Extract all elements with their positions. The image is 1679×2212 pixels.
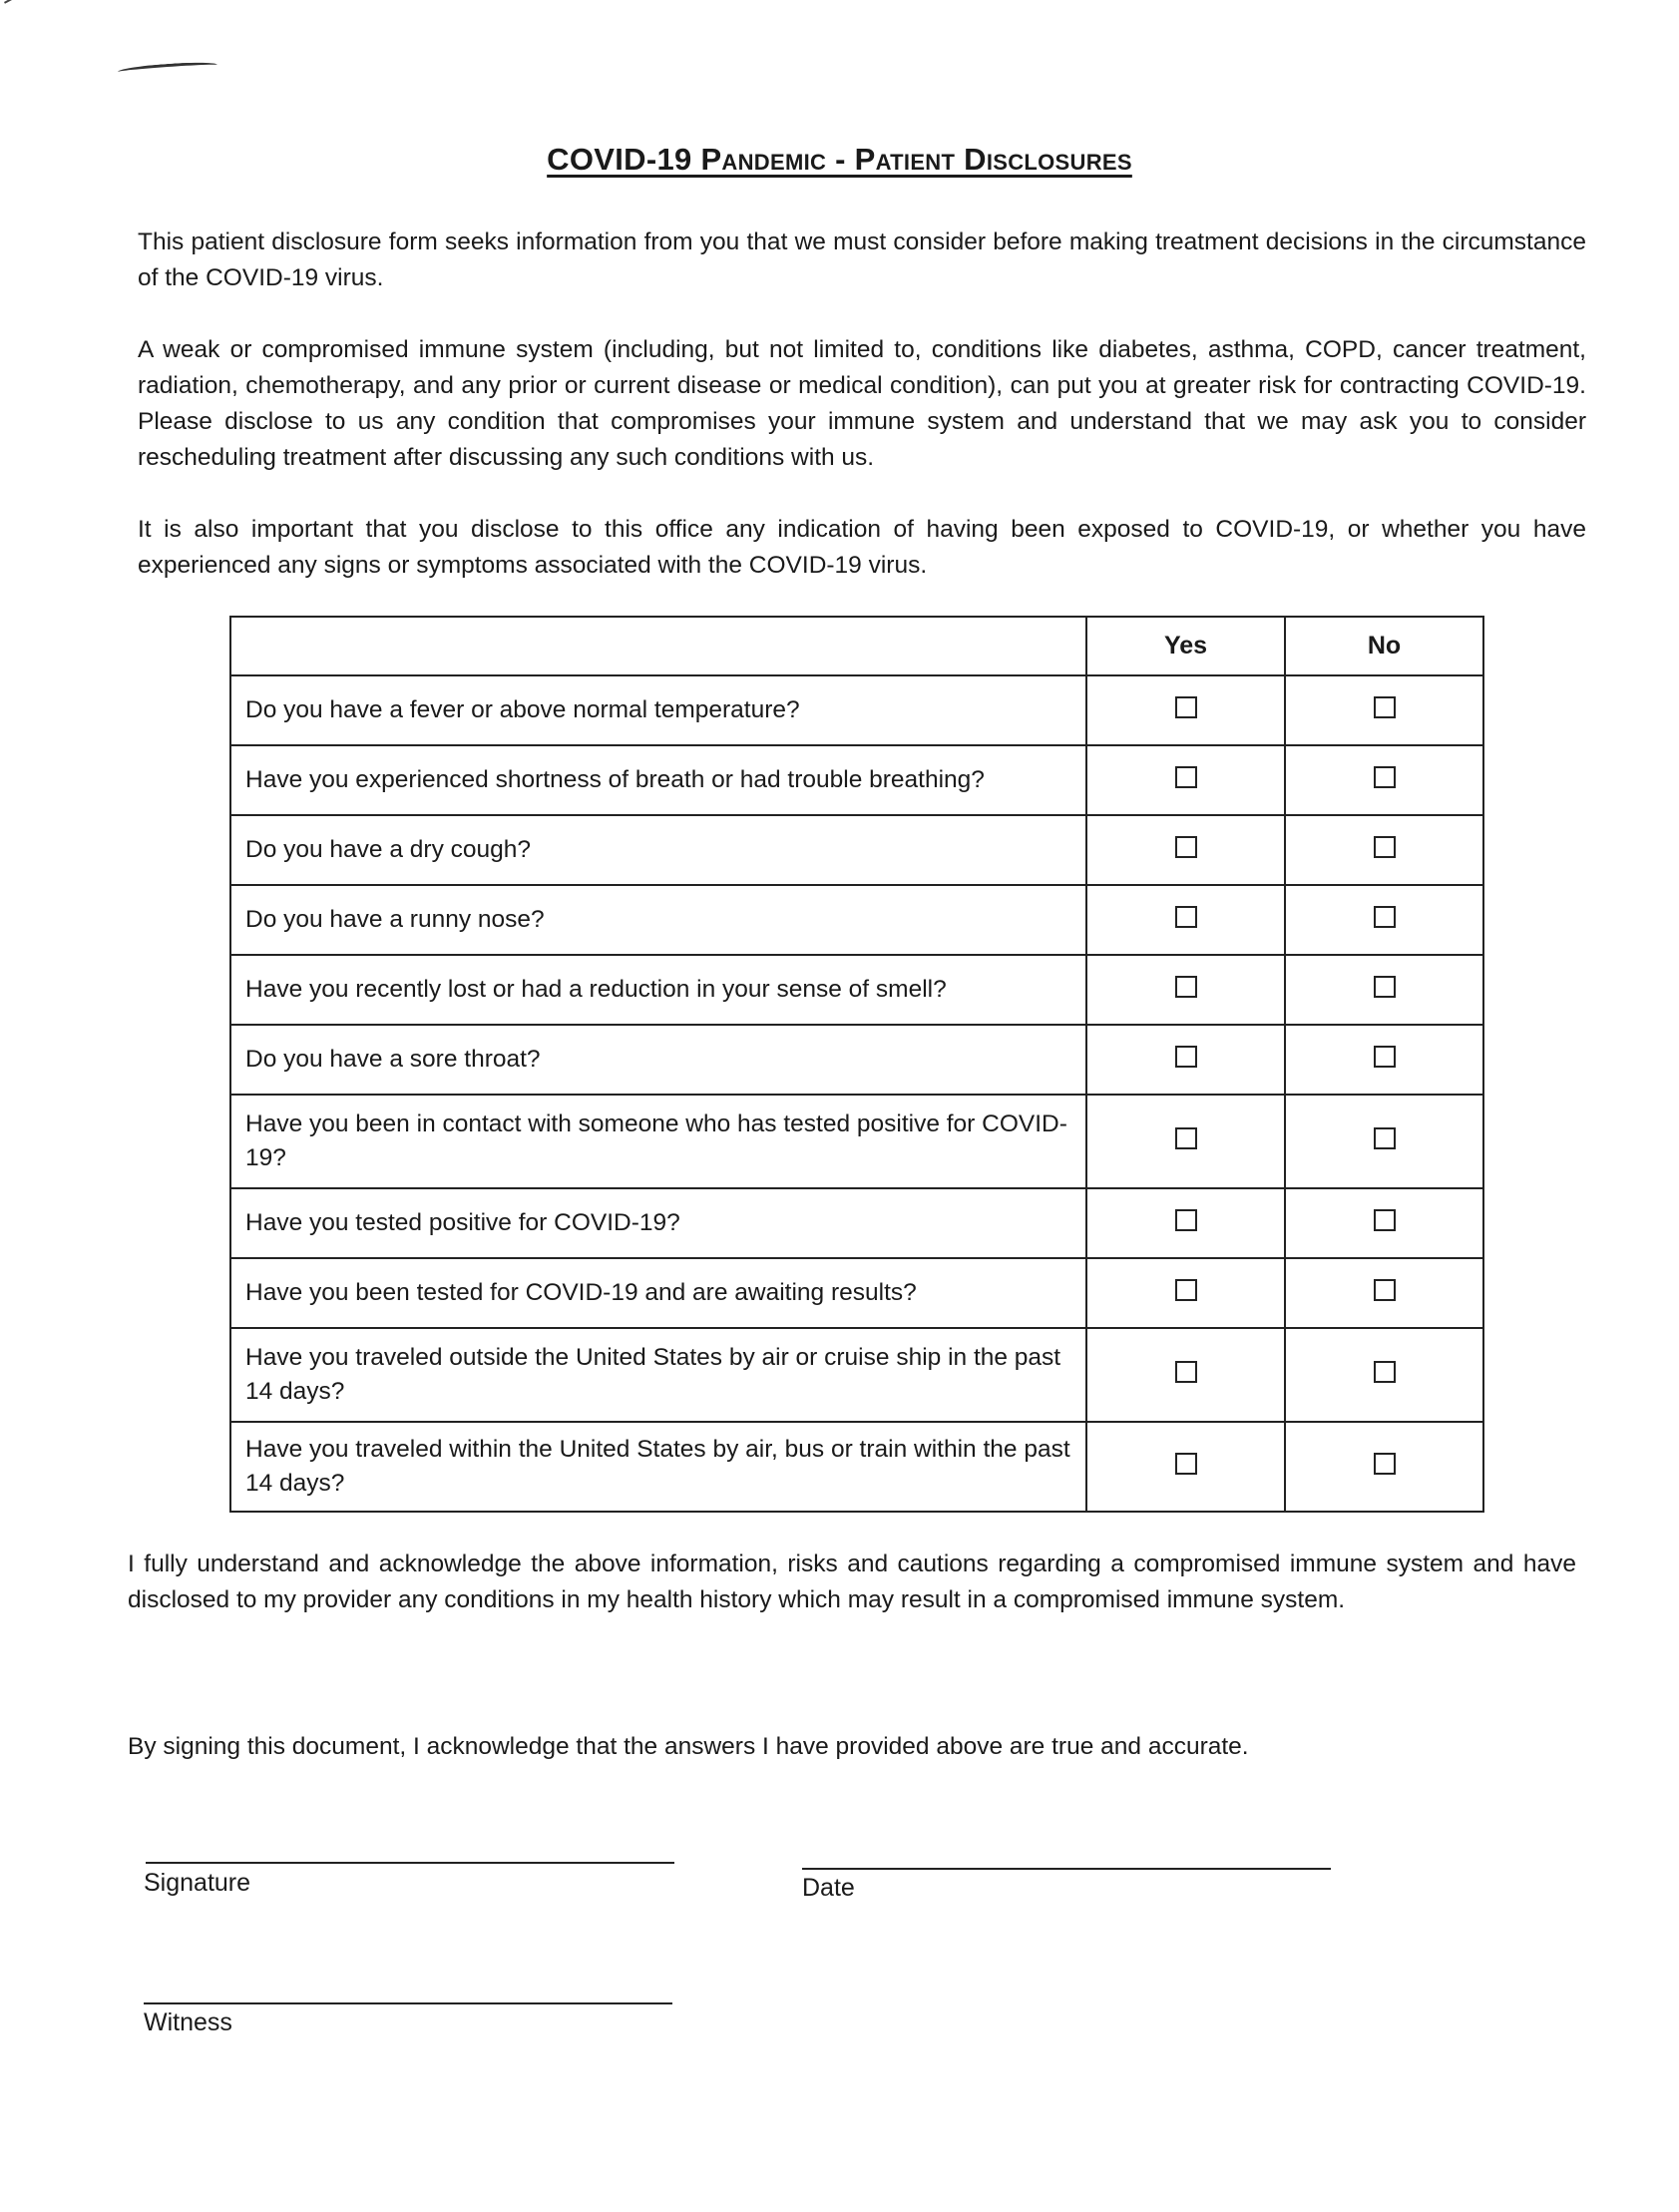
no-cell [1285, 675, 1483, 745]
no-checkbox[interactable] [1374, 1127, 1396, 1149]
no-checkbox[interactable] [1374, 766, 1396, 788]
table-row [230, 1258, 1483, 1328]
yes-cell [1086, 815, 1285, 885]
table-row [230, 1095, 1483, 1188]
date-line[interactable] [802, 1868, 1331, 1870]
yes-cell [1086, 745, 1285, 815]
page-title: COVID-19 Pandemic - Patient Disclosures [547, 142, 1132, 177]
yes-cell [1086, 955, 1285, 1025]
table-row [230, 745, 1483, 815]
question-text: Have you been tested for COVID-19 and are awaiting results? [230, 1258, 1086, 1328]
signature-label: Signature [144, 1869, 251, 1897]
no-column-header: No [1285, 617, 1483, 675]
no-cell [1285, 1422, 1483, 1512]
yes-checkbox[interactable] [1175, 836, 1197, 858]
yes-checkbox[interactable] [1175, 1127, 1197, 1149]
yes-cell [1086, 1258, 1285, 1328]
yes-checkbox[interactable] [1175, 906, 1197, 928]
yes-checkbox[interactable] [1175, 1361, 1197, 1383]
no-checkbox[interactable] [1374, 1361, 1396, 1383]
table-row [230, 1328, 1483, 1422]
yes-cell [1086, 1188, 1285, 1258]
yes-checkbox[interactable] [1175, 1453, 1197, 1475]
date-label: Date [802, 1874, 855, 1902]
yes-column-header: Yes [1086, 617, 1285, 675]
question-column-header [230, 617, 1086, 675]
pen-mark [118, 61, 217, 77]
question-text: Have you traveled within the United States by air, bus or train within the past 14 days? [230, 1422, 1086, 1512]
yes-cell [1086, 1025, 1285, 1095]
table-row [230, 1188, 1483, 1258]
question-text: Do you have a sore throat? [230, 1025, 1086, 1095]
yes-cell [1086, 1095, 1285, 1188]
yes-cell [1086, 675, 1285, 745]
no-checkbox[interactable] [1374, 836, 1396, 858]
signing-statement: By signing this document, I acknowledge that the answers I have provided above are true and accurate. [128, 1733, 1249, 1760]
no-checkbox[interactable] [1374, 1209, 1396, 1231]
no-cell [1285, 1025, 1483, 1095]
witness-label: Witness [144, 2008, 232, 2036]
no-cell [1285, 1328, 1483, 1422]
yes-checkbox[interactable] [1175, 766, 1197, 788]
yes-checkbox[interactable] [1175, 1046, 1197, 1068]
yes-checkbox[interactable] [1175, 976, 1197, 998]
no-cell [1285, 815, 1483, 885]
table-header-row [230, 617, 1483, 675]
no-cell [1285, 745, 1483, 815]
yes-cell [1086, 885, 1285, 955]
acknowledgement-paragraph: I fully understand and acknowledge the above information, risks and cautions regarding a compromised immune system and have disclosed to my provider any conditions in my health history which may result in a compromised immune system. [128, 1550, 1576, 1613]
table-row [230, 815, 1483, 885]
question-text: Have you experienced shortness of breath or had trouble breathing? [230, 745, 1086, 815]
no-checkbox[interactable] [1374, 1279, 1396, 1301]
question-text: Do you have a dry cough? [230, 815, 1086, 885]
yes-checkbox[interactable] [1175, 1279, 1197, 1301]
intro-paragraph: This patient disclosure form seeks information from you that we must consider before making treatment decisions in the circumstance of the COVID-19 virus. [138, 228, 1586, 291]
signature-line[interactable] [146, 1862, 674, 1864]
yes-cell [1086, 1422, 1285, 1512]
table-row [230, 675, 1483, 745]
no-cell [1285, 885, 1483, 955]
yes-checkbox[interactable] [1175, 696, 1197, 718]
table-row [230, 885, 1483, 955]
yes-checkbox[interactable] [1175, 1209, 1197, 1231]
question-text: Have you tested positive for COVID-19? [230, 1188, 1086, 1258]
no-cell [1285, 1095, 1483, 1188]
no-checkbox[interactable] [1374, 1453, 1396, 1475]
no-cell [1285, 1258, 1483, 1328]
question-text: Have you traveled outside the United States by air or cruise ship in the past 14 days? [230, 1328, 1086, 1422]
no-cell [1285, 1188, 1483, 1258]
question-text: Do you have a fever or above normal temperature? [230, 675, 1086, 745]
yes-cell [1086, 1328, 1285, 1422]
no-checkbox[interactable] [1374, 906, 1396, 928]
scan-corner-mark [4, 0, 28, 4]
table-row [230, 955, 1483, 1025]
table-row [230, 1422, 1483, 1512]
question-text: Have you been in contact with someone who has tested positive for COVID-19? [230, 1095, 1086, 1188]
no-checkbox[interactable] [1374, 696, 1396, 718]
question-text: Have you recently lost or had a reduction in your sense of smell? [230, 955, 1086, 1025]
table-row [230, 1025, 1483, 1095]
no-cell [1285, 955, 1483, 1025]
exposure-paragraph: It is also important that you disclose to this office any indication of having been exposed to COVID-19, or whether you have experienced any signs or symptoms associated with the COVID-19 virus. [138, 516, 1586, 579]
no-checkbox[interactable] [1374, 1046, 1396, 1068]
witness-line[interactable] [144, 2002, 672, 2004]
immune-paragraph: A weak or compromised immune system (including, but not limited to, conditions like diabetes, asthma, COPD, cancer treatment, radiation, chemotherapy, and any prior or current disease or medical condition), can put you at greater risk for contracting COVID-19. Please disclose to us any condition that compromises your immune system and understand that we may ask you to consider rescheduling treatment after discussing any such conditions with us. [138, 336, 1586, 471]
symptom-questionnaire-table [229, 616, 1484, 1513]
question-text: Do you have a runny nose? [230, 885, 1086, 955]
no-checkbox[interactable] [1374, 976, 1396, 998]
